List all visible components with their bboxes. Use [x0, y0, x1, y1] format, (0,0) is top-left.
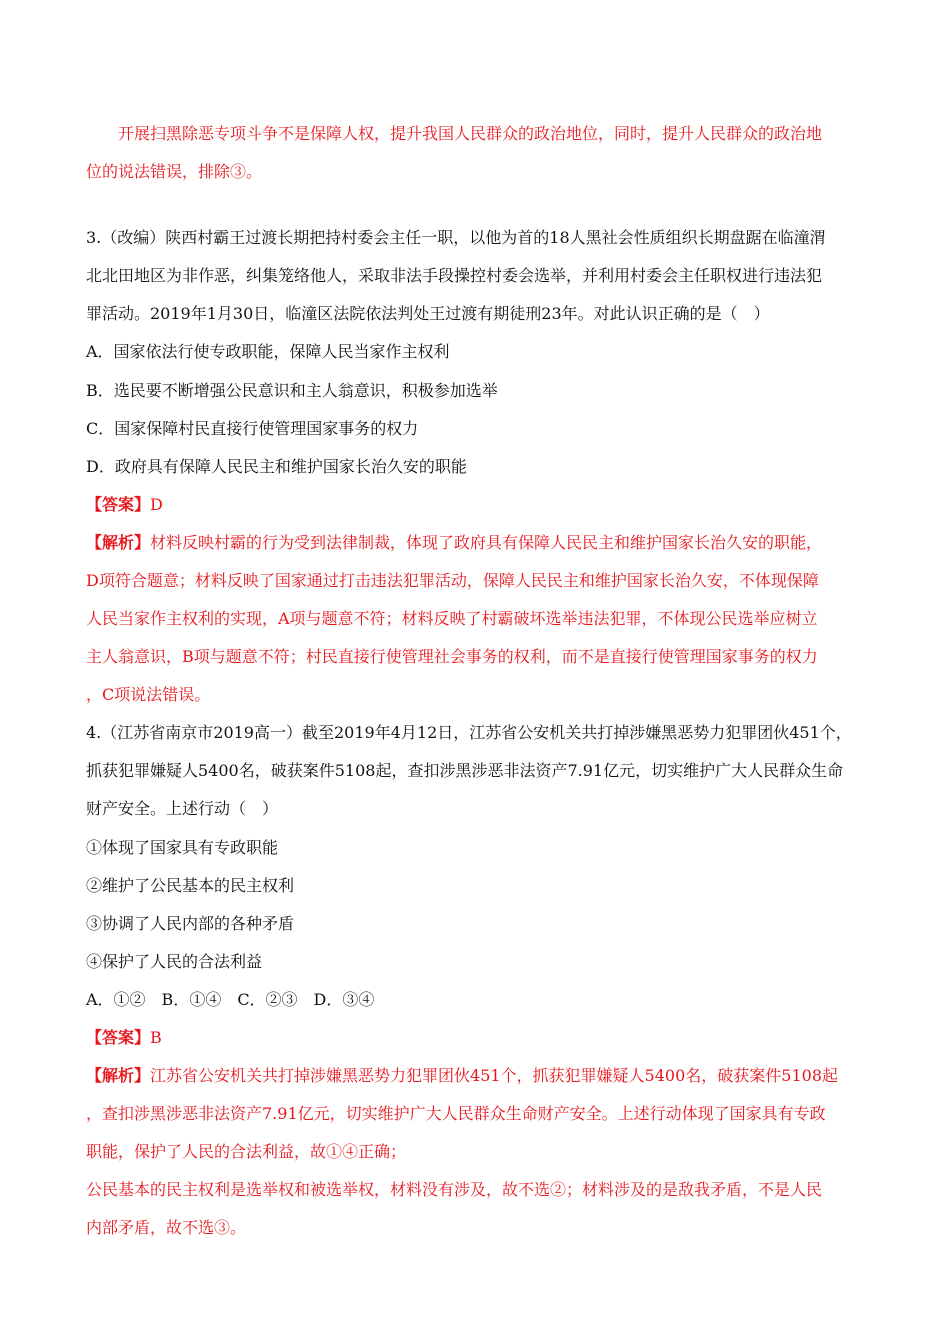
prev-analysis-line-1: 开展扫黑除恶专项斗争不是保障人权，提升我国人民群众的政治地位，同时，提升人民群众的政治地: [118, 124, 823, 143]
q3-analysis-line-2: D项符合题意；材料反映了国家通过打击违法犯罪活动，保障人民民主和维护国家长治久安，不体现保障: [86, 571, 819, 590]
q4-item-3: ③协调了人民内部的各种矛盾: [86, 914, 295, 933]
q3-analysis-label: 【解析】: [86, 533, 151, 552]
q4-options: A．①② B．①④ C．②③ D．③④: [86, 990, 375, 1009]
q4-analysis-line-2: ，查扣涉黑涉恶非法资产7.91亿元，切实维护广大人民群众生命财产安全。上述行动体现了国家具有专政: [86, 1104, 826, 1123]
q3-option-c: C．国家保障村民直接行使管理国家事务的权力: [86, 419, 419, 438]
q4-analysis-line-1: [86, 1066, 866, 1086]
q4-item-2: ②维护了公民基本的民主权利: [86, 876, 295, 895]
q3-option-a: A．国家依法行使专政职能，保障人民当家作主权利: [86, 342, 450, 361]
q4-analysis-line-3: 职能，保护了人民的合法利益，故①④正确；: [86, 1142, 407, 1161]
q3-analysis-line-3: 人民当家作主权利的实现，A项与题意不符；材料反映了村霸破坏选举违法犯罪，不体现公民选举应树立: [86, 609, 818, 628]
q3-analysis-line-5: ，C项说法错误。: [86, 685, 211, 704]
q3-analysis-line-4: 主人翁意识，B项与题意不符；村民直接行使管理社会事务的权利，而不是直接行使管理国家事务的权力: [86, 647, 818, 666]
q3-stem-line-3: 罪活动。2019年1月30日，临潼区法院依法判处王过渡有期徒刑23年。对此认识正确的是（ ）: [86, 304, 770, 323]
q4-answer: [86, 1028, 866, 1048]
prev-analysis-line-2: 位的说法错误，排除③。: [86, 162, 263, 181]
q3-answer-value: D: [150, 495, 163, 514]
q3-answer-label: 【答案】: [86, 495, 151, 514]
q3-answer: [86, 495, 866, 515]
q4-stem-line-3: 财产安全。上述行动（ ）: [86, 799, 279, 818]
q3-analysis-text-1: 材料反映村霸的行为受到法律制裁，体现了政府具有保障人民民主和维护国家长治久安的职能，: [150, 533, 823, 552]
q3-option-b: B．选民要不断增强公民意识和主人翁意识，积极参加选举: [86, 381, 498, 400]
q4-item-4: ④保护了人民的合法利益: [86, 952, 263, 971]
q3-stem-line-1: 3.（改编）陕西村霸王过渡长期把持村委会主任一职，以他为首的18人黑社会性质组织长期盘踞在临潼渭: [86, 228, 826, 247]
q3-stem-line-2: 北北田地区为非作恶，纠集笼络他人，采取非法手段操控村委会选举，并利用村委会主任职权进行违法犯: [86, 266, 823, 285]
q4-stem-line-1: 4.（江苏省南京市2019高一）截至2019年4月12日，江苏省公安机关共打掉涉嫌黑恶势力犯罪团伙451个，: [86, 723, 852, 742]
q4-analysis-label: 【解析】: [86, 1066, 151, 1085]
q4-item-1: ①体现了国家具有专政职能: [86, 838, 279, 857]
q4-analysis-text-1: 江苏省公安机关共打掉涉嫌黑恶势力犯罪团伙451个，抓获犯罪嫌疑人5400名，破获案件5108起: [150, 1066, 838, 1085]
q4-answer-label: 【答案】: [86, 1028, 151, 1047]
q3-option-d: D．政府具有保障人民民主和维护国家长治久安的职能: [86, 457, 467, 476]
q4-analysis-line-5: 内部矛盾，故不选③。: [86, 1218, 247, 1237]
q4-analysis-line-4: 公民基本的民主权利是选举权和被选举权，材料没有涉及，故不选②；材料涉及的是敌我矛盾，不是人民: [86, 1180, 823, 1199]
q4-stem-line-2: 抓获犯罪嫌疑人5400名，破获案件5108起，查扣涉黑涉恶非法资产7.91亿元，切实维护广大人民群众生命: [86, 761, 844, 780]
q3-analysis-line-1: [86, 533, 866, 553]
q4-answer-value: B: [150, 1028, 162, 1047]
